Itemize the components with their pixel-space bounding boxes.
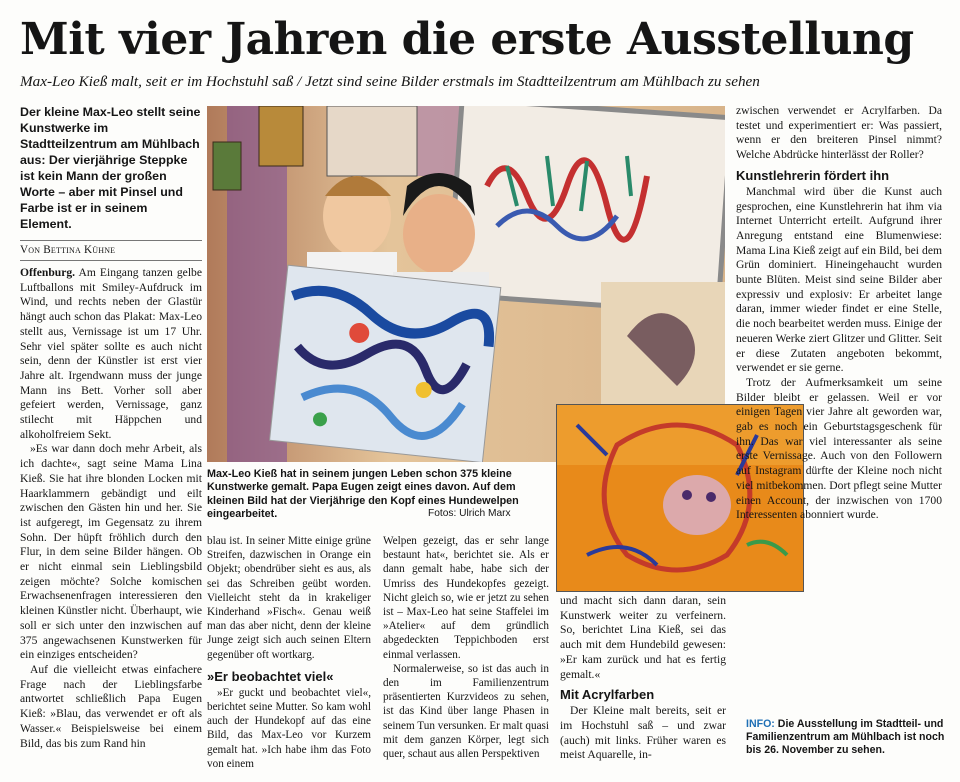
article-column-4: [560, 594, 726, 763]
article-column-2: [207, 534, 371, 771]
paragraph: Der Kleine malt bereits, seit er im Hochstuhl saß – und zwar (auch) mit links. Früher waren es meist Aquarelle, in-: [560, 704, 726, 762]
byline-rule-top: [20, 240, 202, 241]
paragraph-text: Am Eingang tanzen gelbe Luftballons mit Smiley-Aufdruck im Wind, und rechts neben der Glastür hängt auch schon das Plakat: Max-Leo stellt aus, Vernissage ist um 17 Uhr. Sehr viel später sollte es auch nicht sein, denn der Künstler ist erst vier Jahre alt. Irgendwann muss der junge Mann ins Bett. Vorher soll aber gefeiert werden, Vernissage, ganz stilecht mit Häppchen und alkoholfreiem Sekt.: [20, 266, 202, 441]
byline-rule-bottom: [20, 260, 202, 261]
lead-paragraph: Der kleine Max-Leo stellt seine Kunstwerke im Stadtteilzentrum am Mühlbach aus: Der vierjährige Steppke ist kein Mann der großen Worte – aber mit Pinsel und Farbe ist er in seinem Element.: [20, 105, 201, 231]
byline: Von Bettina Kühne: [20, 244, 116, 256]
paragraph: Welpen gezeigt, das er sehr lange bestaunt hat«, berichtet sie. Als er dann gemalt habe, habe sich der Umriss des Hundekopfes gezeigt. Nicht gleich so, wie er jetzt zu sehen ist – Max-Leo hat seine Staffelei im »Atelier« auf dem gründlich abgedeckten Teppichboden erst einmal verlassen.: [383, 535, 549, 661]
photo-caption: Max-Leo Kieß hat in seinem jungen Leben schon 375 kleine Kunstwerke gemalt. Papa Eugen zeigt eines davon. Auf dem kleinen Bild hat der Vierjährige den Kopf eines Hundewelpen eingearbeitet.: [207, 468, 519, 521]
article-column-1: [20, 266, 202, 751]
subheading: Mit Acrylfarben: [560, 687, 655, 703]
subheading: »Er beobachtet viel«: [207, 668, 334, 684]
paragraph: blau ist. In seiner Mitte einige grüne Streifen, dazwischen in Orange ein Objekt; obendrüber sieht es aus, als sei das Schreiben geübt worden. Vielleicht steht da in krakeliger Kinderhand »Fisch«. Genau weiß man das aber nicht, denn der kleine Junge zeigt sich auch seinen Eltern gegenüber oft wortkarg.: [207, 535, 371, 661]
headline: Mit vier Jahren die erste Ausstellung: [20, 14, 914, 65]
article-column-3: [383, 534, 549, 761]
paragraph: Auf die vielleicht etwas einfachere Frage nach der Lieblingsfarbe antwortet schließlich Papa Eugen Kieß: »Blau, das verwendet er oft als Wasser.« Beispielsweise bei einem Bild, das bis zum Rand hin: [20, 662, 202, 750]
paragraph: und macht sich dann daran, sein Kunstwerk weiter zu verfeinern. So, berichtet Lina Kieß, sei das auch mit dem Hundebild gewesen: »Er kam zurück und hat es fertig gemalt.«: [560, 594, 726, 681]
paragraph: »Er guckt und beobachtet viel«, berichtet seine Mutter. So kam wohl auch der Hundekopf auf das eine Bild, das Max-Leo vor Kurzem gemalt hat. »Ich habe ihm das Foto von einem: [207, 686, 371, 770]
info-text: Die Ausstellung im Stadtteil- und Familienzentrum am Mühlbach ist noch bis 26. November zu sehen.: [746, 718, 945, 756]
subheading: Kunstlehrerin fördert ihn: [736, 167, 890, 183]
paragraph: Normalerweise, so ist das auch in den im Familienzentrum präsentierten Kurzvideos zu sehen, ist das Kind über lange Phasen in seinem Tun versunken. Er malt quasi mit dem ganzen Körper, legt sich quer, schaut aus allen Perspektiven: [383, 662, 549, 761]
paragraph: Trotz der Aufmerksamkeit um seine Bilder bleibt er gelassen. Weil er vor einigen Tagen vier Jahre alt geworden war, gab es noch ein Geburtstagsgeschenk für ihn. Das war viel interessanter als seine erste Vernissage. Auch von den Followern auf Instagram dürfte der Kleine noch nicht viel mitbekommen. Dort pflegt seine Mutter einen Account, der inzwischen von 1700 Interessenten abonniert wurde.: [736, 375, 942, 522]
article-column-5: [736, 104, 942, 523]
photo-credit: Fotos: Ulrich Marx: [428, 508, 511, 519]
dateline: Offenburg.: [20, 266, 76, 279]
subline: Max-Leo Kieß malt, seit er im Hochstuhl saß / Jetzt sind seine Bilder erstmals im Stadtteilzentrum am Mühlbach zu sehen: [20, 73, 760, 90]
paragraph: Manchmal wird über die Kunst auch gesprochen, eine Kunstlehrerin hat ihm via Internet Unterricht erteilt. Aufgrund ihrer Anregung entstand eine Blumenwiese: Mama Lina Kieß zeigt auf ein Bild, bei dem Grün dominiert. Hineingehaucht wurden bunte Blüten. Meist sind seine Bilder aber expressiv und explosiv: Er arbeitet lange daran, immer wieder findet er eine Stelle, die noch bearbeitet werden muss. Einige der neueren Werke ziert Glitzer und Glitter. Seit er diese Zutaten angeboten bekommt, verwendet er sie gerne.: [736, 184, 942, 375]
info-box: [746, 718, 946, 757]
paragraph: zwischen verwendet er Acrylfarben. Da testet und experimentiert er: Was passiert, wenn er den breiteren Pinsel nimmt? Welche Abdrücke hinterlässt der Roller?: [736, 104, 942, 162]
info-label: INFO:: [746, 718, 775, 730]
paragraph: [20, 266, 202, 442]
paragraph: »Es war dann doch mehr Arbeit, als ich dachte«, sagt seine Mama Lina Kieß. Sie hat ihre blonden Locken mit Haarklammern gebändigt und eilt zwischen den Gästen hin und her. Sie ist aufgeregt, im Gegensatz zu ihrem Sohn. Der hüpft fröhlich durch den Flur, in dem seine Bilder hängen. Ob er nicht einmal sein Lieblingsbild zeigen möchte? Solche komischen Erwachsenenfragen interessieren den kleinen Künstler nicht. Überhaupt, wie soll er sich unter den inzwischen auf 375 angewachsenen Kunstwerken für ein einziges entscheiden?: [20, 442, 202, 662]
